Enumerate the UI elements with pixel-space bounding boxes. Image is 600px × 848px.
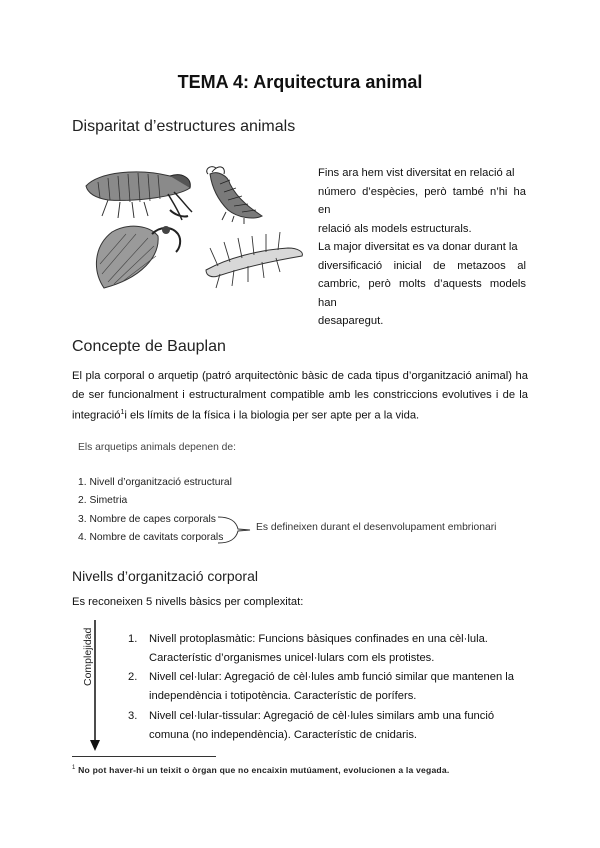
section-heading-bauplan: Concepte de Bauplan (72, 338, 226, 355)
section-heading-levels: Nivells d’organització corporal (72, 568, 258, 584)
text-line: Fins ara hem vist diversitat en relació al (318, 167, 515, 179)
text-line (72, 404, 528, 425)
level-item (149, 707, 494, 744)
footnote-divider (72, 756, 216, 757)
levels-intro: Es reconeixen 5 nivells bàsics per complexitat: (72, 596, 304, 608)
text-line: número d’espècies, però també n’hi ha en (318, 185, 526, 216)
brace-note: Es defineixen durant el desenvolupament embrionari (256, 522, 497, 533)
archetype-item: 1. Nivell d’organització estructural (78, 477, 232, 488)
text-line: de ser funcionalment i estructuralment compatible amb les constriccions evolutives i de la (72, 388, 528, 401)
footnote-ref[interactable]: 1 (120, 409, 125, 416)
bauplan-paragraph (72, 367, 528, 425)
text-line: desaparegut. (318, 315, 384, 327)
text-line: Nivell cel·lular: Agregació de cèl·lules amb funció similar que mantenen la (149, 671, 515, 683)
text-line: Nivell protoplasmàtic: Funcions bàsiques confinades en una cèl·lula. (149, 633, 488, 645)
spiny-worm-figure (206, 232, 302, 288)
footnote-number: 1 (72, 765, 76, 772)
level-item (149, 630, 488, 667)
footnote (72, 765, 449, 775)
arthropod-figure (86, 172, 192, 220)
archetype-item: 4. Nombre de cavitats corporals (78, 532, 224, 543)
complexity-axis-label: Complejidad (82, 627, 94, 686)
text-fragment: integració (72, 409, 121, 422)
archetype-item: 3. Nombre de capes corporals (78, 514, 216, 525)
text-line: comuna (no independència). Característic de cnidaris. (149, 728, 418, 741)
text-line: Nivell cel·lular-tissular: Agregació de cèl·lules similars amb una funció (149, 710, 495, 722)
level-number: 3. (128, 710, 138, 722)
disparity-paragraph (318, 164, 526, 331)
text-line: La major diversitat es va donar durant la (318, 241, 518, 253)
segmented-creature-figure (207, 167, 262, 224)
level-item (149, 668, 514, 705)
cambrian-animals-illustration (78, 160, 308, 295)
level-number: 2. (128, 671, 138, 683)
archetype-item: 2. Simetria (78, 495, 128, 506)
text-line: El pla corporal o arquetip (patró arquitectònic bàsic de cada tipus d’organització animal) ha (72, 370, 528, 382)
text-line: Característic d’organismes unicel·lulars com els protistes. (149, 651, 435, 664)
text-fragment: i els límits de la física i la biologia per ser apte per a la vida. (124, 409, 420, 422)
level-number: 1. (128, 633, 138, 645)
text-line: cambric, però molts d’aquests models han (318, 278, 526, 309)
footnote-text: No pot haver-hi un teixit o òrgan que no encaixin mutúament, evolucionen a la vegada. (78, 765, 450, 775)
page-title: TEMA 4: Arquitectura animal (177, 72, 423, 92)
text-line: relació als models estructurals. (318, 222, 472, 235)
text-line: independència i totipotència. Característic de porífers. (149, 689, 417, 702)
frond-creature-figure (96, 226, 180, 288)
text-line: diversificació inicial de metazoos al (318, 259, 526, 272)
archetype-intro: Els arquetips animals depenen de: (78, 442, 236, 453)
section-heading-disparity: Disparitat d’estructures animals (72, 118, 296, 135)
brace-bracket (216, 513, 256, 547)
